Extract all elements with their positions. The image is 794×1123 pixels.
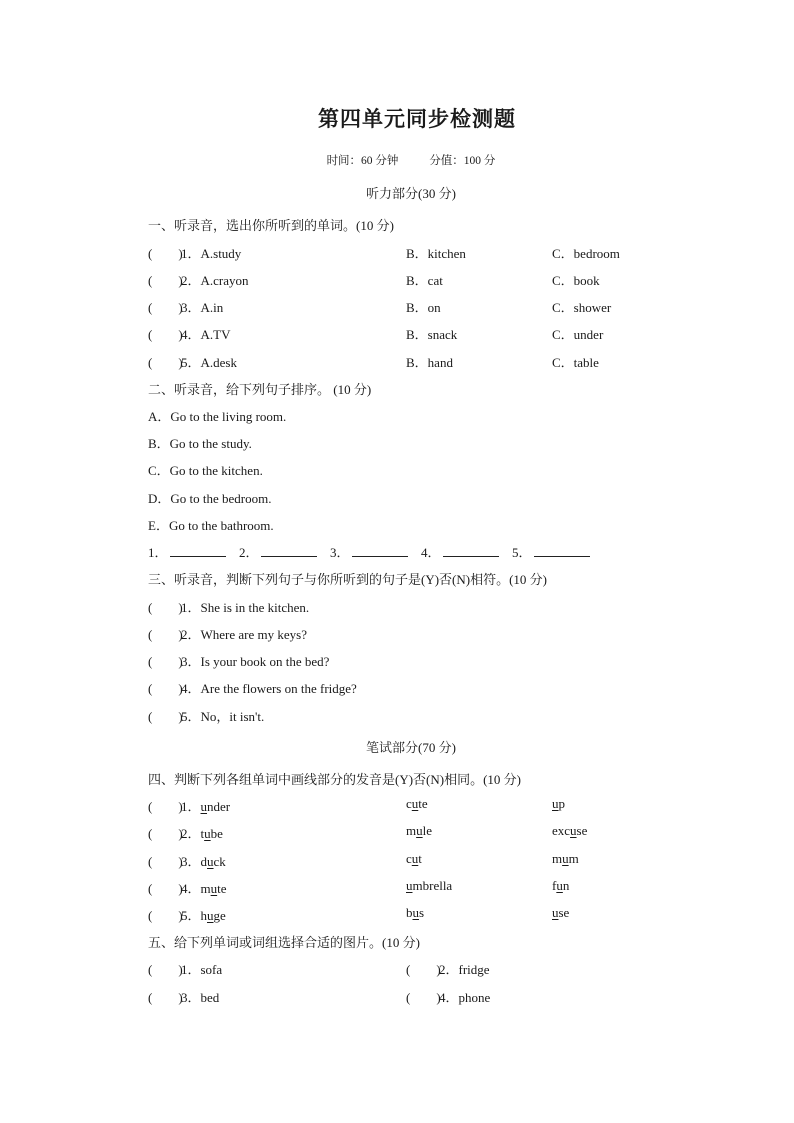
order-answer-slot[interactable] — [330, 542, 408, 561]
word-suffix: p — [558, 796, 565, 811]
answer-bracket[interactable]: ( ) — [148, 327, 183, 342]
option-c: C．book — [552, 273, 600, 288]
word-suffix: se — [576, 823, 588, 838]
word-suffix: t — [418, 851, 422, 866]
word-3 — [552, 823, 587, 839]
word-1 — [181, 905, 226, 924]
answer-bracket[interactable]: ( ) — [148, 654, 183, 669]
section5-heading: 五、给下列单词或词组选择合适的图片。(10 分) — [148, 935, 420, 950]
sentence-text: 2．Where are my keys? — [181, 627, 307, 642]
word-2 — [406, 796, 428, 812]
word-2 — [406, 823, 432, 839]
word-prefix: c — [406, 851, 412, 866]
section2-heading: 二、听录音，给下列句子排序。 (10 分) — [148, 382, 372, 397]
order-answer-number: 2． — [239, 545, 259, 560]
underlined-letter: u — [207, 854, 214, 869]
sentence-text: 5．No，it isn't. — [181, 709, 265, 724]
word-2 — [406, 878, 452, 894]
option-a: 1．A.study — [181, 246, 242, 261]
section2-sentence: E．Go to the bathroom. — [148, 518, 274, 533]
underlined-letter: u — [570, 823, 577, 838]
option-c: C．shower — [552, 300, 612, 315]
word-suffix: mbrella — [412, 878, 453, 893]
section3-item — [148, 597, 548, 615]
item-number: 4． — [181, 881, 201, 896]
word-left: 1．sofa — [181, 962, 223, 977]
underlined-letter: u — [412, 905, 419, 920]
option-b: B．snack — [406, 327, 458, 342]
option-a: 4．A.TV — [181, 327, 231, 342]
answer-bracket[interactable]: ( ) — [148, 826, 183, 841]
answer-bracket[interactable]: ( ) — [148, 355, 183, 370]
section1-item — [148, 324, 668, 342]
word-1 — [181, 823, 223, 842]
order-answer-slot[interactable] — [421, 542, 499, 561]
answer-bracket[interactable]: ( ) — [148, 627, 183, 642]
word-1 — [181, 878, 227, 897]
exam-time: 时间：60 分钟 — [326, 155, 399, 167]
answer-bracket[interactable]: ( ) — [148, 246, 183, 261]
word-prefix: b — [406, 905, 413, 920]
answer-bracket[interactable]: ( ) — [148, 709, 183, 724]
item-number: 2． — [181, 826, 201, 841]
word-1 — [181, 851, 226, 870]
section2-sentence: A．Go to the living room. — [148, 409, 287, 424]
word-2 — [406, 851, 422, 867]
answer-bracket[interactable]: ( ) — [406, 990, 441, 1005]
option-c: C．under — [552, 327, 604, 342]
word-prefix: c — [406, 796, 412, 811]
word-prefix: t — [200, 826, 205, 841]
writing-heading: 笔试部分(70 分) — [366, 740, 456, 755]
section3-item — [148, 706, 548, 724]
order-answer-number: 1． — [148, 545, 168, 560]
answer-blank[interactable] — [352, 544, 408, 557]
listening-heading: 听力部分(30 分) — [366, 186, 456, 201]
order-answer-slot[interactable] — [512, 542, 590, 561]
option-c: C．table — [552, 355, 599, 370]
section4-item — [148, 823, 648, 841]
section4-heading: 四、判断下列各组单词中画线部分的发音是(Y)否(N)相同。(10 分) — [148, 772, 522, 787]
word-right: 2．fridge — [439, 962, 490, 977]
section3-item — [148, 678, 548, 696]
answer-bracket[interactable]: ( ) — [148, 300, 183, 315]
answer-bracket[interactable]: ( ) — [148, 799, 183, 814]
word-3 — [552, 878, 569, 894]
item-number: 3． — [181, 854, 201, 869]
word-suffix: n — [562, 878, 570, 893]
option-c: C．bedroom — [552, 246, 620, 261]
answer-bracket[interactable]: ( ) — [148, 881, 183, 896]
word-suffix: le — [422, 823, 433, 838]
word-1 — [181, 796, 230, 815]
section2-sentence: B．Go to the study. — [148, 436, 252, 451]
word-suffix: m — [568, 851, 579, 866]
word-suffix: te — [418, 796, 428, 811]
word-suffix: nder — [207, 799, 231, 814]
underlined-letter: u — [552, 796, 559, 811]
word-3 — [552, 905, 569, 921]
word-suffix: te — [217, 881, 227, 896]
underlined-letter: u — [210, 881, 218, 896]
section5-row — [148, 987, 568, 1005]
word-right: 4．phone — [439, 990, 491, 1005]
option-a: 2．A.crayon — [181, 273, 249, 288]
option-b: B．kitchen — [406, 246, 466, 261]
answer-blank[interactable] — [443, 544, 499, 557]
sentence-text: 1．She is in the kitchen. — [181, 600, 310, 615]
underlined-letter: u — [406, 878, 413, 893]
section3-heading: 三、听录音，判断下列句子与你所听到的句子是(Y)否(N)相符。(10 分) — [148, 572, 548, 587]
option-b: B．on — [406, 300, 441, 315]
answer-blank[interactable] — [534, 544, 590, 557]
word-suffix: ck — [213, 854, 226, 869]
answer-bracket[interactable]: ( ) — [148, 681, 183, 696]
word-suffix: ge — [213, 908, 226, 923]
section5-row — [148, 959, 568, 977]
answer-bracket[interactable]: ( ) — [148, 990, 183, 1005]
section4-item — [148, 905, 648, 923]
word-prefix: m — [406, 823, 417, 838]
section4-item — [148, 878, 648, 896]
word-prefix: d — [200, 854, 208, 869]
sentence-text: 4．Are the flowers on the fridge? — [181, 681, 357, 696]
answer-bracket[interactable]: ( ) — [148, 273, 183, 288]
word-suffix: be — [210, 826, 223, 841]
section3-item — [148, 651, 548, 669]
word-3 — [552, 796, 565, 812]
word-prefix: exc — [552, 823, 571, 838]
answer-bracket[interactable]: ( ) — [148, 908, 183, 923]
underlined-letter: u — [552, 905, 559, 920]
word-left: 3．bed — [181, 990, 220, 1005]
section4-item — [148, 851, 648, 869]
section1-heading: 一、听录音，选出你所听到的单词。(10 分) — [148, 218, 394, 233]
word-prefix: m — [552, 851, 563, 866]
option-a: 3．A.in — [181, 300, 224, 315]
order-answer-number: 5． — [512, 545, 532, 560]
answer-blank[interactable] — [170, 544, 226, 557]
option-a: 5．A.desk — [181, 355, 237, 370]
underlined-letter: u — [562, 851, 569, 866]
word-prefix: m — [200, 881, 211, 896]
answer-bracket[interactable]: ( ) — [148, 600, 183, 615]
underlined-letter: u — [556, 878, 563, 893]
word-prefix: h — [200, 908, 208, 923]
answer-bracket[interactable]: ( ) — [148, 854, 183, 869]
underlined-letter: u — [411, 796, 419, 811]
exam-score: 分值：100 分 — [429, 155, 496, 167]
underlined-letter: u — [200, 799, 208, 814]
section3-item — [148, 624, 548, 642]
section1-item — [148, 297, 668, 315]
item-number: 5． — [181, 908, 201, 923]
word-suffix: se — [558, 905, 570, 920]
order-answer-slot[interactable] — [239, 542, 317, 561]
answer-bracket[interactable]: ( ) — [406, 962, 441, 977]
word-suffix: s — [419, 905, 425, 920]
underlined-letter: u — [411, 851, 419, 866]
underlined-letter: u — [204, 826, 211, 841]
underlined-letter: u — [416, 823, 423, 838]
section1-item — [148, 270, 668, 288]
section1-item — [148, 243, 668, 261]
word-prefix: f — [552, 878, 557, 893]
underlined-letter: u — [207, 908, 214, 923]
sentence-text: 3．Is your book on the bed? — [181, 654, 330, 669]
word-2 — [406, 905, 424, 921]
page-title: 第四单元同步检测题 — [318, 107, 516, 131]
word-3 — [552, 851, 579, 867]
section2-sentence: D．Go to the bedroom. — [148, 491, 272, 506]
order-answer-number: 4． — [421, 545, 441, 560]
exam-meta — [0, 152, 794, 168]
order-answer-slot[interactable] — [148, 542, 226, 561]
item-number: 1． — [181, 799, 201, 814]
answer-blank[interactable] — [261, 544, 317, 557]
order-answer-number: 3． — [330, 545, 350, 560]
section4-item — [148, 796, 648, 814]
answer-bracket[interactable]: ( ) — [148, 962, 183, 977]
section1-item — [148, 352, 668, 370]
section2-answer-row — [148, 542, 668, 560]
option-b: B．hand — [406, 355, 453, 370]
option-b: B．cat — [406, 273, 443, 288]
section2-sentence: C．Go to the kitchen. — [148, 463, 263, 478]
